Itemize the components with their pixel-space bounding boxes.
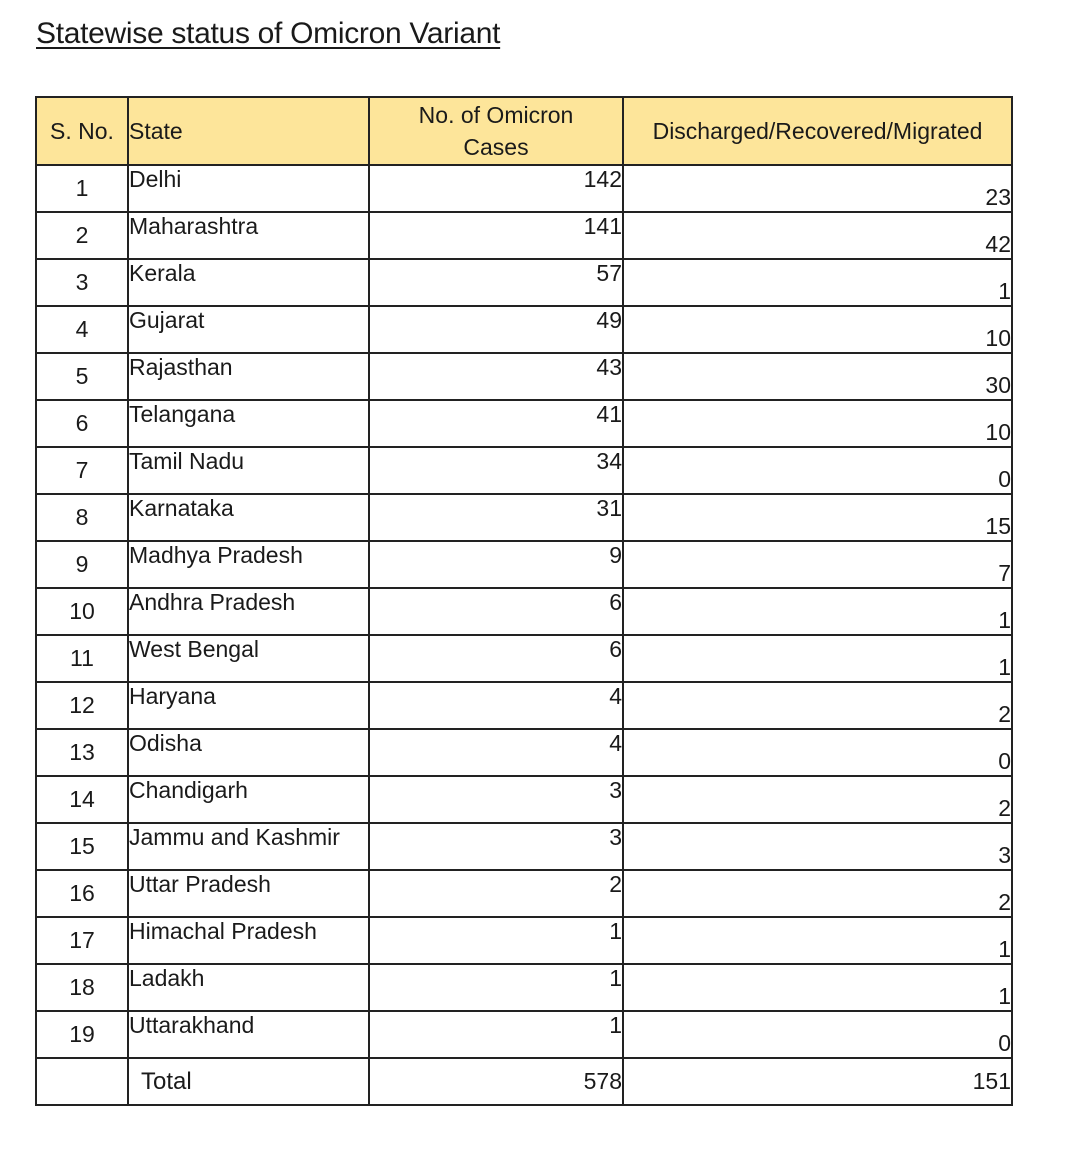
cell-sno: 7 bbox=[36, 447, 128, 494]
header-sno: S. No. bbox=[36, 97, 128, 165]
cell-discharged: 30 bbox=[623, 353, 1012, 400]
cell-state: Himachal Pradesh bbox=[128, 917, 369, 964]
table-row bbox=[36, 494, 1012, 541]
cell-discharged: 2 bbox=[623, 870, 1012, 917]
cell-state: Maharashtra bbox=[128, 212, 369, 259]
cell-discharged: 1 bbox=[623, 588, 1012, 635]
cell-cases: 141 bbox=[369, 212, 623, 259]
cell-state: Ladakh bbox=[128, 964, 369, 1011]
cell-sno: 17 bbox=[36, 917, 128, 964]
cell-sno-empty bbox=[36, 1058, 128, 1105]
cell-sno: 2 bbox=[36, 212, 128, 259]
cell-cases: 1 bbox=[369, 964, 623, 1011]
cell-cases: 57 bbox=[369, 259, 623, 306]
cell-cases: 4 bbox=[369, 682, 623, 729]
total-cases: 578 bbox=[369, 1058, 623, 1105]
table-row bbox=[36, 306, 1012, 353]
cell-cases: 6 bbox=[369, 588, 623, 635]
table-row bbox=[36, 259, 1012, 306]
header-discharged: Discharged/Recovered/Migrated bbox=[623, 97, 1012, 165]
header-state: State bbox=[128, 97, 369, 165]
cell-state: Jammu and Kashmir bbox=[128, 823, 369, 870]
cell-cases: 3 bbox=[369, 776, 623, 823]
cell-sno: 3 bbox=[36, 259, 128, 306]
cell-discharged: 10 bbox=[623, 306, 1012, 353]
cell-state: Kerala bbox=[128, 259, 369, 306]
cell-state: Delhi bbox=[128, 165, 369, 212]
cell-sno: 9 bbox=[36, 541, 128, 588]
cell-state: Odisha bbox=[128, 729, 369, 776]
cell-sno: 18 bbox=[36, 964, 128, 1011]
cell-sno: 8 bbox=[36, 494, 128, 541]
cell-cases: 31 bbox=[369, 494, 623, 541]
cell-discharged: 0 bbox=[623, 447, 1012, 494]
cell-sno: 10 bbox=[36, 588, 128, 635]
cell-discharged: 10 bbox=[623, 400, 1012, 447]
cell-state: Madhya Pradesh bbox=[128, 541, 369, 588]
cell-cases: 4 bbox=[369, 729, 623, 776]
header-cases-line2: Cases bbox=[463, 134, 529, 160]
cell-discharged: 3 bbox=[623, 823, 1012, 870]
cell-discharged: 7 bbox=[623, 541, 1012, 588]
cell-cases: 1 bbox=[369, 917, 623, 964]
cell-sno: 5 bbox=[36, 353, 128, 400]
cell-discharged: 0 bbox=[623, 1011, 1012, 1058]
table-header-row bbox=[36, 97, 1012, 165]
cell-cases: 1 bbox=[369, 1011, 623, 1058]
cell-sno: 13 bbox=[36, 729, 128, 776]
table-row bbox=[36, 353, 1012, 400]
table-row bbox=[36, 635, 1012, 682]
table-row bbox=[36, 964, 1012, 1011]
header-cases-line1: No. of Omicron bbox=[418, 102, 574, 128]
cell-discharged: 1 bbox=[623, 964, 1012, 1011]
cell-cases: 3 bbox=[369, 823, 623, 870]
cell-sno: 14 bbox=[36, 776, 128, 823]
cell-state: Rajasthan bbox=[128, 353, 369, 400]
cell-discharged: 2 bbox=[623, 776, 1012, 823]
table-row bbox=[36, 776, 1012, 823]
cell-state: West Bengal bbox=[128, 635, 369, 682]
cell-discharged: 0 bbox=[623, 729, 1012, 776]
table-row bbox=[36, 1011, 1012, 1058]
cell-discharged: 23 bbox=[623, 165, 1012, 212]
cell-sno: 4 bbox=[36, 306, 128, 353]
table-row bbox=[36, 729, 1012, 776]
total-label: Total bbox=[128, 1058, 369, 1105]
cell-discharged: 42 bbox=[623, 212, 1012, 259]
cell-sno: 16 bbox=[36, 870, 128, 917]
cell-sno: 6 bbox=[36, 400, 128, 447]
header-cases bbox=[369, 97, 623, 165]
cell-state: Uttar Pradesh bbox=[128, 870, 369, 917]
cell-sno: 11 bbox=[36, 635, 128, 682]
cell-state: Haryana bbox=[128, 682, 369, 729]
cell-state: Karnataka bbox=[128, 494, 369, 541]
table-row bbox=[36, 823, 1012, 870]
cell-discharged: 15 bbox=[623, 494, 1012, 541]
table-row bbox=[36, 165, 1012, 212]
cell-discharged: 1 bbox=[623, 917, 1012, 964]
table-row bbox=[36, 588, 1012, 635]
cell-state: Tamil Nadu bbox=[128, 447, 369, 494]
cell-cases: 142 bbox=[369, 165, 623, 212]
cell-state: Uttarakhand bbox=[128, 1011, 369, 1058]
table-row bbox=[36, 400, 1012, 447]
total-row bbox=[36, 1058, 1012, 1105]
cell-cases: 34 bbox=[369, 447, 623, 494]
omicron-status-table bbox=[35, 96, 1013, 1106]
cell-cases: 41 bbox=[369, 400, 623, 447]
cell-sno: 1 bbox=[36, 165, 128, 212]
cell-state: Chandigarh bbox=[128, 776, 369, 823]
cell-discharged: 2 bbox=[623, 682, 1012, 729]
table-row bbox=[36, 541, 1012, 588]
cell-sno: 15 bbox=[36, 823, 128, 870]
table-row bbox=[36, 447, 1012, 494]
cell-discharged: 1 bbox=[623, 259, 1012, 306]
cell-state: Andhra Pradesh bbox=[128, 588, 369, 635]
cell-sno: 19 bbox=[36, 1011, 128, 1058]
cell-discharged: 1 bbox=[623, 635, 1012, 682]
cell-state: Telangana bbox=[128, 400, 369, 447]
cell-sno: 12 bbox=[36, 682, 128, 729]
table-row bbox=[36, 917, 1012, 964]
cell-cases: 2 bbox=[369, 870, 623, 917]
cell-cases: 49 bbox=[369, 306, 623, 353]
cell-cases: 6 bbox=[369, 635, 623, 682]
table-row bbox=[36, 870, 1012, 917]
page-title: Statewise status of Omicron Variant bbox=[36, 17, 501, 50]
table-row bbox=[36, 212, 1012, 259]
cell-state: Gujarat bbox=[128, 306, 369, 353]
total-discharged: 151 bbox=[623, 1058, 1012, 1105]
cell-cases: 43 bbox=[369, 353, 623, 400]
table-body bbox=[36, 165, 1012, 1105]
cell-cases: 9 bbox=[369, 541, 623, 588]
table-row bbox=[36, 682, 1012, 729]
